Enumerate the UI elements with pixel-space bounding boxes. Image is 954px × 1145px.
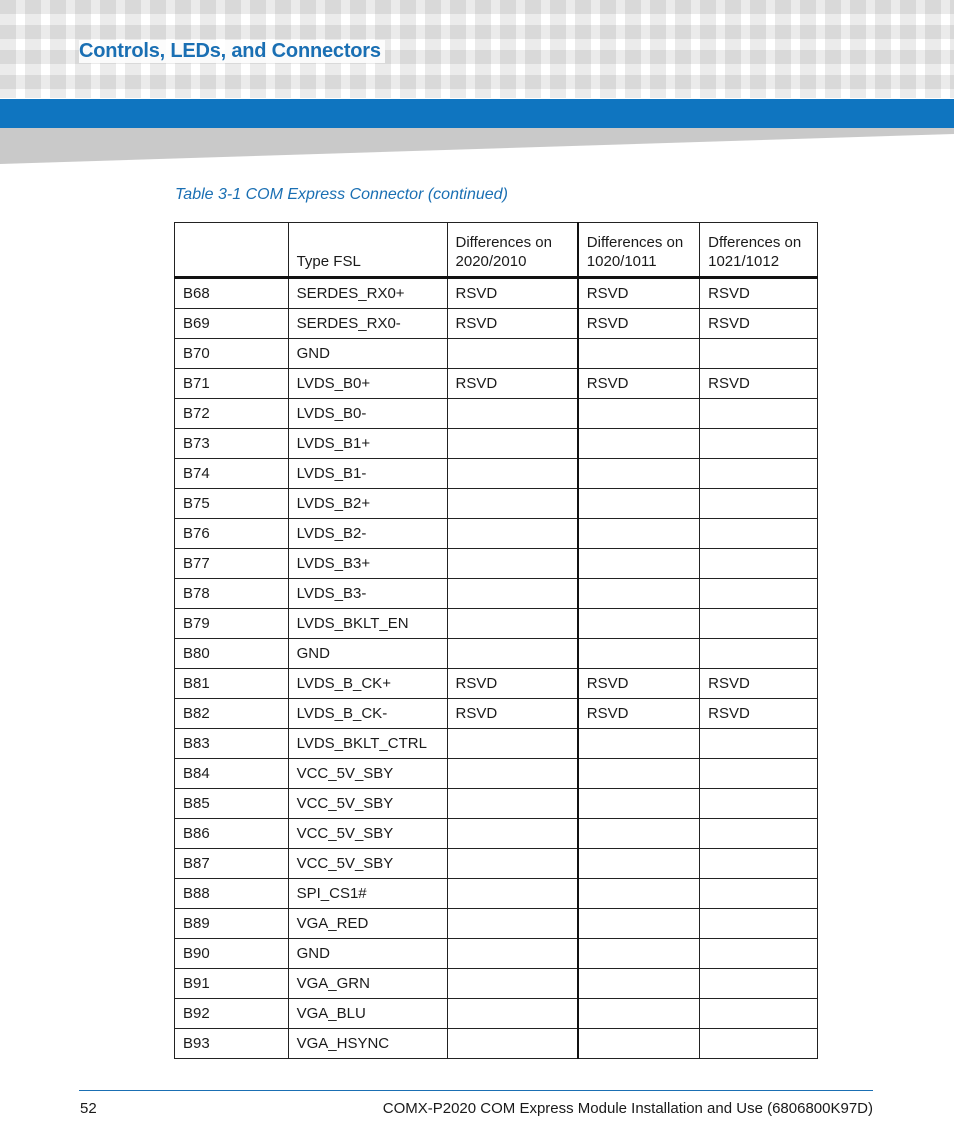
signal-cell: SERDES_RX0+ bbox=[288, 278, 447, 309]
pin-cell: B80 bbox=[175, 639, 289, 669]
diff-1021-1012-cell bbox=[700, 909, 818, 939]
table-row bbox=[175, 429, 818, 459]
pin-cell: B76 bbox=[175, 519, 289, 549]
diff-2020-2010-cell bbox=[447, 729, 578, 759]
table-row bbox=[175, 459, 818, 489]
table-body bbox=[175, 278, 818, 1059]
table-row bbox=[175, 639, 818, 669]
signal-cell: LVDS_BKLT_EN bbox=[288, 609, 447, 639]
signal-cell: SPI_CS1# bbox=[288, 879, 447, 909]
diff-1021-1012-cell bbox=[700, 579, 818, 609]
signal-cell: LVDS_B2- bbox=[288, 519, 447, 549]
diff-1021-1012-cell bbox=[700, 789, 818, 819]
table-row bbox=[175, 699, 818, 729]
diff-1021-1012-cell bbox=[700, 639, 818, 669]
pin-cell: B81 bbox=[175, 669, 289, 699]
diff-2020-2010-cell bbox=[447, 909, 578, 939]
diff-1021-1012-cell bbox=[700, 399, 818, 429]
table-row bbox=[175, 519, 818, 549]
diff-2020-2010-cell bbox=[447, 1029, 578, 1059]
diff-2020-2010-cell bbox=[447, 459, 578, 489]
column-header-type-fsl: Type FSL bbox=[288, 223, 447, 278]
section-title: Controls, LEDs, and Connectors bbox=[79, 40, 385, 63]
diff-2020-2010-cell bbox=[447, 879, 578, 909]
diff-1020-1011-cell: RSVD bbox=[578, 669, 700, 699]
table-row bbox=[175, 549, 818, 579]
diff-1021-1012-cell bbox=[700, 729, 818, 759]
pin-cell: B68 bbox=[175, 278, 289, 309]
diff-1021-1012-cell: RSVD bbox=[700, 278, 818, 309]
signal-cell: VGA_BLU bbox=[288, 999, 447, 1029]
diff-1021-1012-cell bbox=[700, 849, 818, 879]
diff-2020-2010-cell bbox=[447, 549, 578, 579]
table-row bbox=[175, 789, 818, 819]
pin-cell: B82 bbox=[175, 699, 289, 729]
diff-2020-2010-cell bbox=[447, 849, 578, 879]
diff-1020-1011-cell bbox=[578, 969, 700, 999]
signal-cell: VCC_5V_SBY bbox=[288, 849, 447, 879]
table-header-row bbox=[175, 223, 818, 278]
signal-cell: LVDS_B0- bbox=[288, 399, 447, 429]
table-row bbox=[175, 339, 818, 369]
pin-cell: B72 bbox=[175, 399, 289, 429]
diff-2020-2010-cell: RSVD bbox=[447, 309, 578, 339]
diff-1020-1011-cell bbox=[578, 819, 700, 849]
diff-2020-2010-cell: RSVD bbox=[447, 669, 578, 699]
signal-cell: VGA_RED bbox=[288, 909, 447, 939]
diff-2020-2010-cell bbox=[447, 519, 578, 549]
table-caption: Table 3-1 COM Express Connector (continued) bbox=[175, 186, 508, 203]
diff-1020-1011-cell bbox=[578, 609, 700, 639]
diff-1020-1011-cell bbox=[578, 879, 700, 909]
pin-cell: B91 bbox=[175, 969, 289, 999]
table-row bbox=[175, 579, 818, 609]
footer-document-title: COMX-P2020 COM Express Module Installation and Use (6806800K97D) bbox=[382, 1100, 873, 1117]
diff-1020-1011-cell bbox=[578, 909, 700, 939]
column-header-pin bbox=[175, 223, 289, 278]
diff-2020-2010-cell bbox=[447, 759, 578, 789]
diff-1021-1012-cell bbox=[700, 489, 818, 519]
table-row bbox=[175, 939, 818, 969]
diff-1021-1012-cell bbox=[700, 969, 818, 999]
diff-1021-1012-cell bbox=[700, 609, 818, 639]
signal-cell: LVDS_B1- bbox=[288, 459, 447, 489]
pin-cell: B87 bbox=[175, 849, 289, 879]
column-header-diff-1021-1012: Dfferences on 1021/1012 bbox=[700, 223, 818, 278]
diff-1021-1012-cell bbox=[700, 939, 818, 969]
diff-2020-2010-cell bbox=[447, 489, 578, 519]
diff-2020-2010-cell bbox=[447, 939, 578, 969]
diff-1020-1011-cell bbox=[578, 849, 700, 879]
signal-cell: VCC_5V_SBY bbox=[288, 819, 447, 849]
signal-cell: LVDS_B3+ bbox=[288, 549, 447, 579]
header-gray-wedge bbox=[0, 128, 954, 164]
pin-cell: B75 bbox=[175, 489, 289, 519]
diff-2020-2010-cell: RSVD bbox=[447, 278, 578, 309]
table-row bbox=[175, 909, 818, 939]
signal-cell: LVDS_B_CK- bbox=[288, 699, 447, 729]
table-row bbox=[175, 609, 818, 639]
table-row bbox=[175, 729, 818, 759]
pin-cell: B83 bbox=[175, 729, 289, 759]
signal-cell: LVDS_B_CK+ bbox=[288, 669, 447, 699]
diff-1021-1012-cell bbox=[700, 549, 818, 579]
table-row bbox=[175, 969, 818, 999]
diff-1020-1011-cell: RSVD bbox=[578, 278, 700, 309]
diff-1020-1011-cell bbox=[578, 549, 700, 579]
table-row bbox=[175, 399, 818, 429]
diff-1020-1011-cell bbox=[578, 459, 700, 489]
table-row bbox=[175, 278, 818, 309]
diff-2020-2010-cell bbox=[447, 999, 578, 1029]
connector-table bbox=[174, 222, 818, 1059]
signal-cell: VGA_GRN bbox=[288, 969, 447, 999]
signal-cell: GND bbox=[288, 639, 447, 669]
diff-2020-2010-cell bbox=[447, 579, 578, 609]
signal-cell: SERDES_RX0- bbox=[288, 309, 447, 339]
table-row bbox=[175, 309, 818, 339]
table-row bbox=[175, 369, 818, 399]
column-header-diff-1020-1011: Differences on 1020/1011 bbox=[578, 223, 700, 278]
diff-1021-1012-cell bbox=[700, 1029, 818, 1059]
table-row bbox=[175, 1029, 818, 1059]
column-header-diff-2020-2010: Differences on 2020/2010 bbox=[447, 223, 578, 278]
table-row bbox=[175, 819, 818, 849]
pin-cell: B70 bbox=[175, 339, 289, 369]
signal-cell: VCC_5V_SBY bbox=[288, 759, 447, 789]
signal-cell: VGA_HSYNC bbox=[288, 1029, 447, 1059]
diff-2020-2010-cell bbox=[447, 969, 578, 999]
diff-1020-1011-cell bbox=[578, 489, 700, 519]
pin-cell: B85 bbox=[175, 789, 289, 819]
diff-2020-2010-cell bbox=[447, 789, 578, 819]
pin-cell: B69 bbox=[175, 309, 289, 339]
pin-cell: B77 bbox=[175, 549, 289, 579]
pin-cell: B93 bbox=[175, 1029, 289, 1059]
pin-cell: B84 bbox=[175, 759, 289, 789]
pin-cell: B89 bbox=[175, 909, 289, 939]
table-row bbox=[175, 999, 818, 1029]
table-row bbox=[175, 669, 818, 699]
diff-2020-2010-cell bbox=[447, 399, 578, 429]
diff-1020-1011-cell bbox=[578, 579, 700, 609]
diff-1020-1011-cell bbox=[578, 399, 700, 429]
diff-1021-1012-cell bbox=[700, 339, 818, 369]
pin-cell: B74 bbox=[175, 459, 289, 489]
signal-cell: LVDS_B1+ bbox=[288, 429, 447, 459]
diff-1021-1012-cell bbox=[700, 759, 818, 789]
diff-1020-1011-cell bbox=[578, 729, 700, 759]
diff-2020-2010-cell: RSVD bbox=[447, 699, 578, 729]
diff-1020-1011-cell bbox=[578, 1029, 700, 1059]
diff-1021-1012-cell: RSVD bbox=[700, 669, 818, 699]
diff-1021-1012-cell bbox=[700, 879, 818, 909]
diff-1021-1012-cell: RSVD bbox=[700, 309, 818, 339]
pin-cell: B92 bbox=[175, 999, 289, 1029]
pin-cell: B90 bbox=[175, 939, 289, 969]
diff-1021-1012-cell: RSVD bbox=[700, 369, 818, 399]
table-row bbox=[175, 759, 818, 789]
diff-1020-1011-cell bbox=[578, 999, 700, 1029]
diff-1021-1012-cell: RSVD bbox=[700, 699, 818, 729]
signal-cell: GND bbox=[288, 939, 447, 969]
pin-cell: B71 bbox=[175, 369, 289, 399]
diff-1021-1012-cell bbox=[700, 459, 818, 489]
signal-cell: GND bbox=[288, 339, 447, 369]
pin-cell: B78 bbox=[175, 579, 289, 609]
diff-2020-2010-cell bbox=[447, 639, 578, 669]
diff-1020-1011-cell: RSVD bbox=[578, 699, 700, 729]
diff-1020-1011-cell bbox=[578, 939, 700, 969]
table-row bbox=[175, 849, 818, 879]
diff-1021-1012-cell bbox=[700, 999, 818, 1029]
signal-cell: VCC_5V_SBY bbox=[288, 789, 447, 819]
table-row bbox=[175, 489, 818, 519]
diff-1020-1011-cell bbox=[578, 789, 700, 819]
table-row bbox=[175, 879, 818, 909]
diff-1020-1011-cell bbox=[578, 519, 700, 549]
diff-2020-2010-cell bbox=[447, 339, 578, 369]
pin-cell: B86 bbox=[175, 819, 289, 849]
signal-cell: LVDS_B2+ bbox=[288, 489, 447, 519]
signal-cell: LVDS_B0+ bbox=[288, 369, 447, 399]
diff-1021-1012-cell bbox=[700, 819, 818, 849]
diff-2020-2010-cell: RSVD bbox=[447, 369, 578, 399]
diff-1020-1011-cell: RSVD bbox=[578, 369, 700, 399]
pin-cell: B79 bbox=[175, 609, 289, 639]
diff-2020-2010-cell bbox=[447, 819, 578, 849]
pin-cell: B73 bbox=[175, 429, 289, 459]
diff-1020-1011-cell bbox=[578, 339, 700, 369]
diff-1020-1011-cell: RSVD bbox=[578, 309, 700, 339]
diff-1020-1011-cell bbox=[578, 759, 700, 789]
diff-2020-2010-cell bbox=[447, 429, 578, 459]
diff-1021-1012-cell bbox=[700, 519, 818, 549]
diff-2020-2010-cell bbox=[447, 609, 578, 639]
header-blue-band bbox=[0, 99, 954, 128]
diff-1020-1011-cell bbox=[578, 639, 700, 669]
signal-cell: LVDS_BKLT_CTRL bbox=[288, 729, 447, 759]
diff-1021-1012-cell bbox=[700, 429, 818, 459]
signal-cell: LVDS_B3- bbox=[288, 579, 447, 609]
pin-cell: B88 bbox=[175, 879, 289, 909]
footer-rule bbox=[79, 1090, 873, 1091]
page-number: 52 bbox=[80, 1100, 97, 1117]
diff-1020-1011-cell bbox=[578, 429, 700, 459]
